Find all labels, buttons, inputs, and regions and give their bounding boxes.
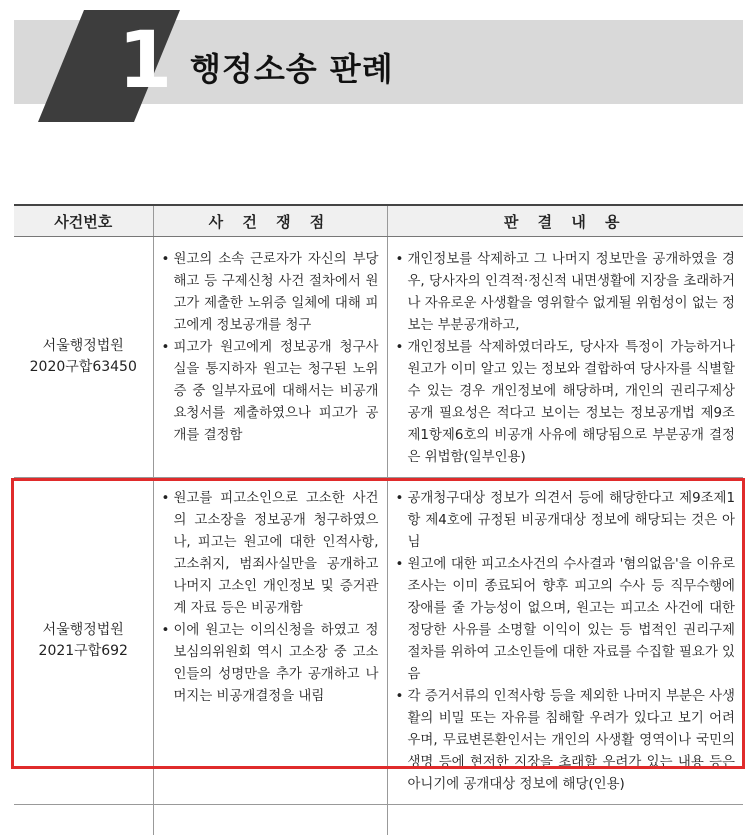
issue-item: • 원고를 피고소인으로 고소한 사건의 고소장을 정보공개 청구하였으나, 피고는 원고에 대한 인적사항, 고소취지, 범죄사실만을 공개하고 나머지 고소인 개인정보 및 증거관계 자료 등은 비공개함: [162, 488, 379, 620]
ruling-list: [388, 237, 744, 477]
case-number: 2021구합692: [14, 641, 153, 662]
ruling-cell: [387, 237, 743, 478]
ruling-item: • 각 증거서류의 인적사항 등을 제외한 나머지 부분은 사생활의 비밀 또는 자유를 침해할 우려가 있다고 보기 어려우며, 무료변론환인서는 개인의 사생활 영역이나 국민의 생명 등에 현저한 지장을 초래할 우려가 있는 내용 등은 아니기에 공개대상 정보에 해당(인용): [396, 686, 736, 796]
case-number: 2020구합63450: [14, 357, 153, 378]
section-number-block: [38, 10, 188, 122]
issue-list: [154, 237, 387, 455]
column-header-case-number: 사건번호: [14, 205, 153, 237]
empty-cell: [387, 805, 743, 835]
issue-item: • 이에 원고는 이의신청을 하였고 정보심의위원회 역시 고소장 중 고소인들의 성명만을 추가 공개하고 나머지는 비공개결정을 내림: [162, 620, 379, 708]
issue-item: • 원고의 소속 근로자가 자신의 부당해고 등 구제신청 사건 절차에서 원고가 제출한 노위증 일체에 대해 피고에게 정보공개를 청구: [162, 249, 379, 337]
ruling-item: • 공개청구대상 정보가 의견서 등에 해당한다고 제9조제1항 제4호에 규정된 비공개대상 정보에 해당되는 것은 아님: [396, 488, 736, 554]
highlight-box: [11, 478, 745, 769]
court-name: 서울행정법원: [14, 336, 153, 357]
empty-cell: [153, 805, 387, 835]
court-name: 서울행정법원: [14, 620, 153, 641]
table-header-row: [14, 205, 743, 237]
page-title: 행정소송 판례: [190, 44, 394, 90]
table-row-continuation: [14, 805, 743, 835]
empty-cell: [14, 805, 153, 835]
column-header-ruling: 판 결 내 용: [387, 205, 743, 237]
ruling-item: • 원고에 대한 피고소사건의 수사결과 '혐의없음'을 이유로 조사는 이미 종료되어 향후 피고의 수사 등 직무수행에 장애를 줄 가능성이 없으며, 원고는 피고소 사건에 대한 정당한 사유를 소명할 이익이 있는 등 법적인 권리구제 절차를 위하여 고소인들에 대한 자료를 수집할 필요가 있음: [396, 554, 736, 686]
column-header-issue: 사 건 쟁 점: [153, 205, 387, 237]
case-number-cell: [14, 237, 153, 478]
ruling-item: • 개인정보를 삭제하였더라도, 당사자 특정이 가능하거나 원고가 이미 알고 있는 정보와 결합하여 당사자를 식별할 수 있는 경우 개인정보에 해당하며, 개인의 권리구제상 공개 필요성은 적다고 보이는 정보는 정보공개법 제9조 제1항제6호의 비공개 사유에 해당됨으로 부분공개 결정은 위법함(일부인용): [396, 337, 736, 469]
issue-cell: [153, 237, 387, 478]
ruling-item: • 개인정보를 삭제하고 그 나머지 정보만을 공개하였을 경우, 당사자의 인격적·정신적 내면생활에 지장을 초래하거나 자유로운 사생활을 영위할수 없게될 위험성이 없는 정보는 부분공개하고,: [396, 249, 736, 337]
issue-item: • 피고가 원고에게 정보공개 청구사실을 통지하자 원고는 청구된 노위증 중 일부자료에 대해서는 비공개 요청서를 제출하였으나 피고가 공개를 결정함: [162, 337, 379, 447]
table-row: [14, 237, 743, 478]
section-number: 1: [118, 22, 172, 100]
